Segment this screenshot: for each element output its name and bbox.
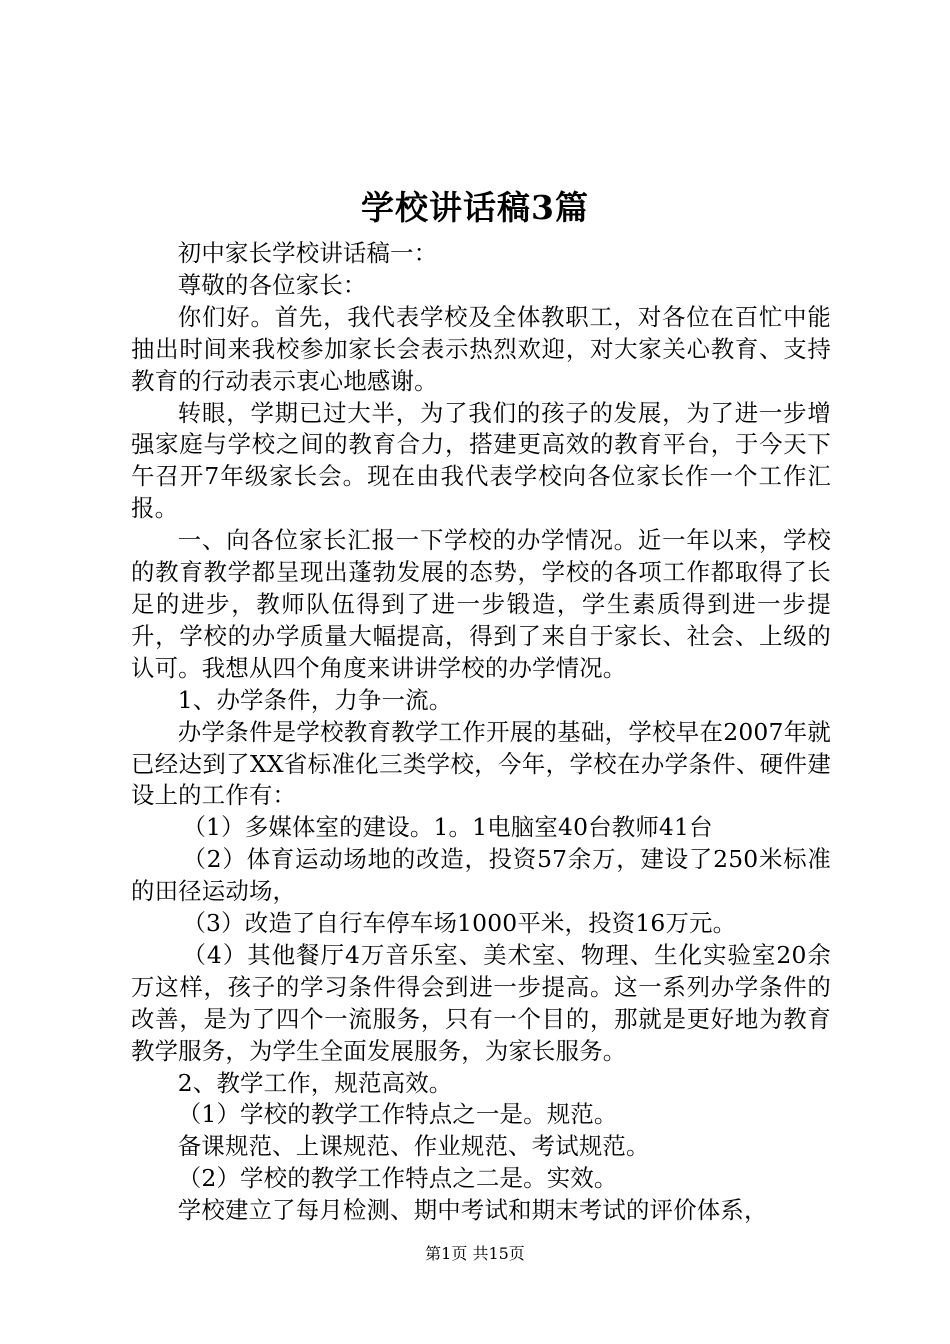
document-body	[131, 238, 831, 1227]
list-item: （2）学校的教学工作特点之二是。实效。	[177, 1164, 618, 1193]
paragraph: 备课规范、上课规范、作业规范、考试规范。	[177, 1132, 650, 1161]
paragraph: 你们好。首先，我代表学校及全体教职工，对各位在百忙中能抽出时间来我校参加家长会表示热烈欢迎，对大家关心教育、支持教育的行动表示衷心地感谢。	[131, 302, 831, 395]
list-item: （2）体育运动场地的改造，投资57余万，建设了250米标准的田径运动场，	[131, 845, 831, 906]
list-item: （4）其他餐厅4万音乐室、美术室、物理、生化实验室20余万这样，孩子的学习条件得会到进一步提高。这一系列办学条件的改善，是为了四个一流服务，只有一个目的，那就是更好地为教育教学服务，为学生全面发展服务，为家长服务。	[131, 940, 831, 1065]
paragraph: 学校建立了每月检测、期中考试和期末考试的评价体系，	[177, 1196, 768, 1225]
list-item: （1）学校的教学工作特点之一是。规范。	[177, 1100, 618, 1129]
paragraph: 一、向各位家长汇报一下学校的办学情况。近一年以来，学校的教育教学都呈现出蓬勃发展的态势，学校的各项工作都取得了长足的进步，教师队伍得到了进一步锻造，学生素质得到进一步提升，学校的办学质量大幅提高，得到了来自于家长、社会、上级的认可。我想从四个角度来讲讲学校的办学情况。	[131, 526, 831, 682]
list-item: （1）多媒体室的建设。1。1电脑室40台教师41台	[182, 813, 713, 842]
paragraph: 转眼，学期已过大半，为了我们的孩子的发展，为了进一步增强家庭与学校之间的教育合力，搭建更高效的教育平台，于今天下午召开7年级家长会。现在由我代表学校向各位家长作一个工作汇报。	[131, 398, 831, 523]
paragraph-heading: 初中家长学校讲话稿一：	[177, 239, 438, 267]
list-item: （3）改造了自行车停车场1000平米，投资16万元。	[182, 909, 737, 938]
document-title: 学校讲话稿3篇	[361, 188, 589, 227]
section-heading: 2、教学工作，规范高效。	[177, 1068, 453, 1097]
paragraph: 办学条件是学校教育教学工作开展的基础，学校早在2007年就已经达到了XX省标准化三类学校，今年，学校在办学条件、硬件建设上的工作有：	[131, 717, 831, 810]
section-heading: 1、办学条件，力争一流。	[177, 685, 453, 714]
paragraph-salutation: 尊敬的各位家长：	[177, 270, 367, 299]
page-footer: 第1页 共15页	[425, 1244, 525, 1263]
